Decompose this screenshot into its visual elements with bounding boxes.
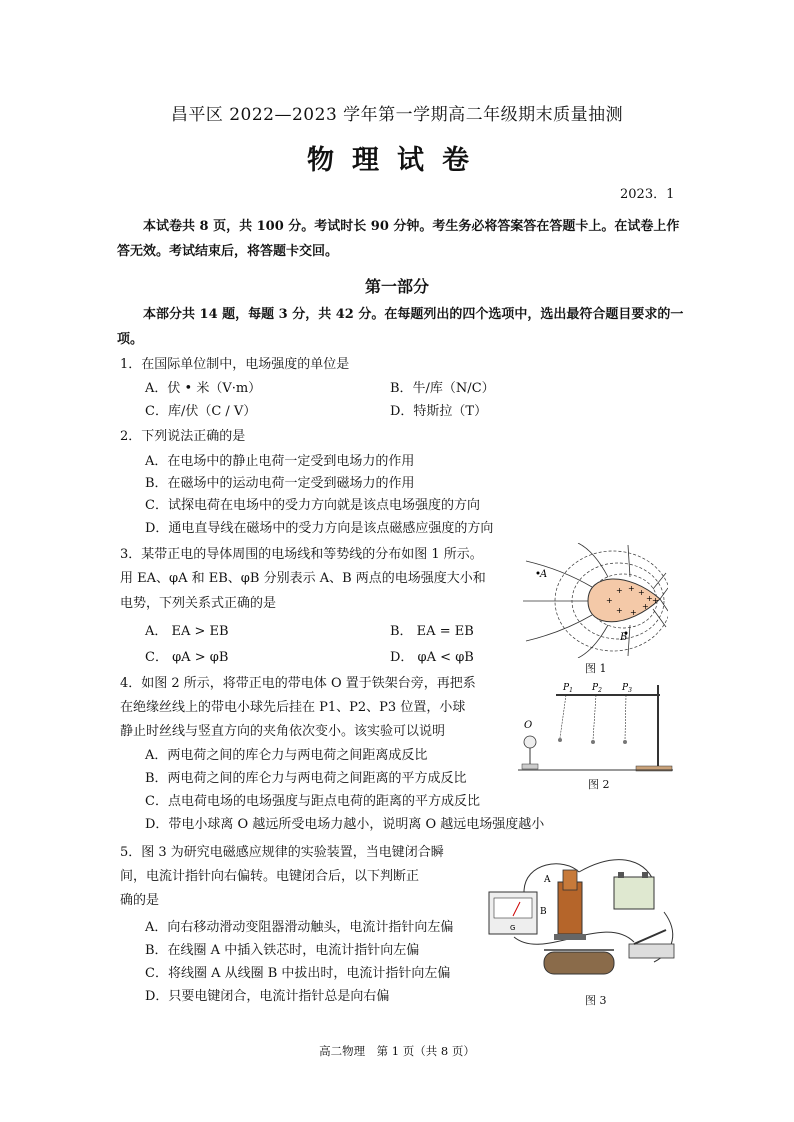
svg-text:+: + (646, 594, 653, 603)
question-5-stem-line3: 确的是 (120, 893, 160, 908)
question-3-stem-line3: 电势，下列关系式正确的是 (120, 596, 277, 611)
page-footer: 高二物理 第 1 页（共 8 页） (319, 1044, 475, 1058)
exam-date: 2023．1 (620, 187, 675, 202)
q3-option-d: D． φA < φB (390, 650, 474, 665)
svg-text:P2: $P_2$ (592, 683, 602, 694)
svg-text:+: + (630, 608, 637, 617)
question-5-stem-line1: 5．图 3 为研究电磁感应规律的实验装置，当电键闭合瞬 (120, 845, 444, 860)
svg-text:+: + (652, 596, 659, 605)
svg-text:+: + (638, 588, 645, 597)
q5-option-b: B．在线圈 A 中插入铁芯时，电流计指针向左偏 (145, 943, 420, 958)
question-4-stem-line2: 在绝缘丝线上的带电小球先后挂在 P1、P2、P3 位置，小球 (120, 700, 466, 715)
q5-option-d: D．只要电键闭合，电流计指针总是向右偏 (145, 989, 390, 1004)
svg-text:A: A (540, 569, 548, 580)
q2-option-b: B．在磁场中的运动电荷一定受到磁场力的作用 (145, 476, 415, 491)
svg-text:+: + (606, 596, 613, 605)
svg-text:+: + (616, 586, 623, 595)
q1-option-a: A．伏 • 米（V·m） (145, 381, 262, 396)
figure-3-caption: 图 3 (585, 994, 607, 1007)
q3-option-c: C． φA > φB (145, 650, 229, 665)
svg-text:+: + (628, 584, 635, 593)
q4-option-a: A．两电荷之间的库仑力与两电荷之间距离成反比 (145, 748, 428, 763)
figure-2-caption: 图 2 (588, 778, 610, 791)
figure-1-electric-field (518, 543, 668, 658)
svg-text:G: G (510, 924, 516, 932)
figure-2-iron-stand (518, 680, 678, 775)
svg-text:P1: $P_1$ (563, 683, 573, 694)
question-5-stem-line2: 间，电流计指针向右偏转。电键闭合后，以下判断正 (120, 869, 420, 884)
subject-title: 物理试卷 (307, 145, 487, 176)
svg-text:O: O (524, 720, 533, 731)
part-intro: 本部分共 14 题，每题 3 分，共 42 分。在每题列出的四个选项中，选出最符合题目要求的一项。 (117, 307, 684, 347)
figure-1-caption: 图 1 (585, 662, 607, 675)
question-1-stem: 1．在国际单位制中，电场强度的单位是 (120, 357, 350, 372)
svg-text:+: + (642, 602, 649, 611)
question-3-stem-line2: 用 EA、φA 和 EB、φB 分别表示 A、B 两点的电场强度大小和 (120, 571, 486, 586)
question-3-stem-line1: 3．某带正电的导体周围的电场线和等势线的分布如图 1 所示。 (120, 547, 483, 562)
svg-text:+: + (616, 606, 623, 615)
q1-option-d: D．特斯拉（T） (390, 404, 488, 419)
q4-option-b: B．两电荷之间的库仑力与两电荷之间距离的平方成反比 (145, 771, 467, 786)
question-4-stem-line1: 4．如图 2 所示，将带正电的带电体 O 置于铁架台旁，再把系 (120, 676, 476, 691)
question-2-stem: 2．下列说法正确的是 (120, 429, 246, 444)
figure-3-induction-apparatus (484, 852, 684, 990)
svg-text:P3: $P_3$ (622, 683, 632, 694)
q3-option-b: B． EA = EB (390, 624, 474, 639)
q1-option-b: B．牛/库（N/C） (390, 381, 495, 396)
exam-title: 昌平区 2022—2023 学年第一学期高二年级期末质量抽测 (170, 105, 624, 125)
q4-option-c: C．点电荷电场的电场强度与距点电荷的距离的平方成反比 (145, 794, 480, 809)
q4-option-d: D．带电小球离 O 越远所受电场力越小，说明离 O 越远电场强度越小 (145, 817, 545, 832)
q5-option-a: A．向右移动滑动变阻器滑动触头，电流计指针向左偏 (145, 920, 454, 935)
svg-text:A: A (544, 875, 551, 885)
svg-text:B: B (540, 907, 547, 917)
question-4-stem-line3: 静止时丝线与竖直方向的夹角依次变小。该实验可以说明 (120, 724, 446, 739)
q1-option-c: C．库/伏（C / V） (145, 404, 257, 419)
exam-notice: 本试卷共 8 页，共 100 分。考试时长 90 分钟。考生务必将答案答在答题卡上。在试卷上作答无效。考试结束后，将答题卡交回。 (117, 219, 680, 259)
q3-option-a: A． EA > EB (145, 624, 229, 639)
q5-option-c: C．将线圈 A 从线圈 B 中拔出时，电流计指针向左偏 (145, 966, 451, 981)
svg-text:B: B (620, 632, 628, 643)
part-title: 第一部分 (364, 277, 429, 296)
q2-option-a: A．在电场中的静止电荷一定受到电场力的作用 (145, 454, 415, 469)
q2-option-d: D．通电直导线在磁场中的受力方向是该点磁感应强度的方向 (145, 521, 494, 536)
q2-option-c: C．试探电荷在电场中的受力方向就是该点电场强度的方向 (145, 498, 480, 513)
